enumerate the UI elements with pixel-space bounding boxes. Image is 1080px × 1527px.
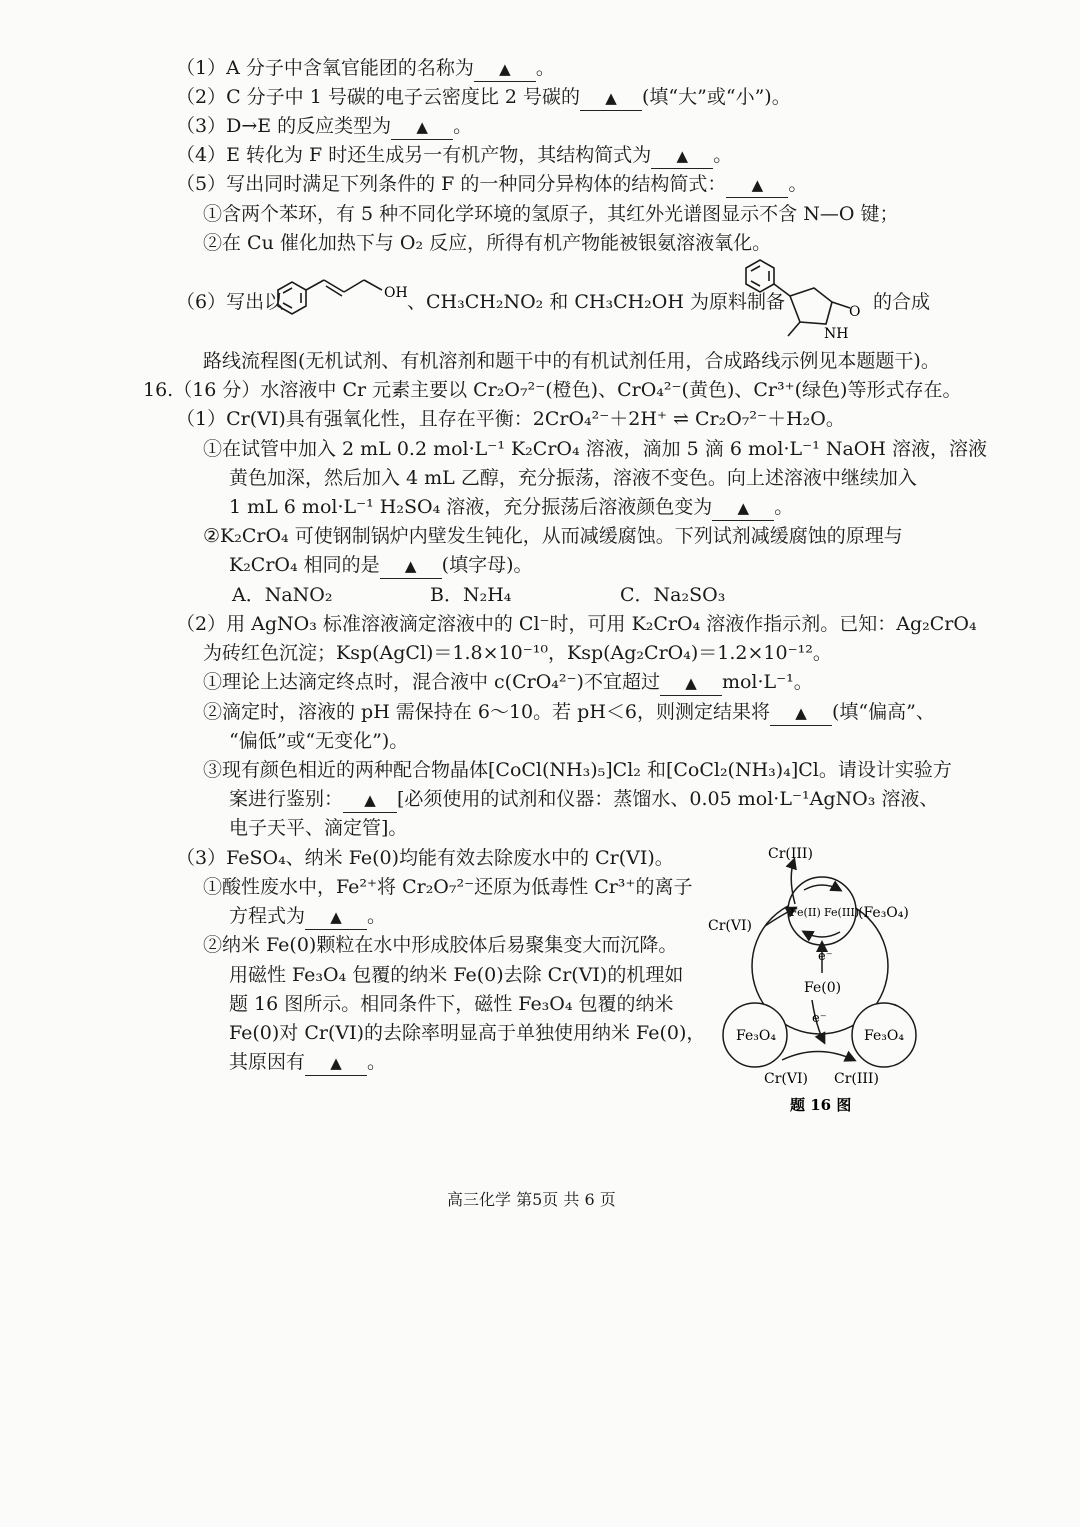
q16-part2c-line2-prefix: 案进行鉴别： (229, 788, 344, 810)
q16-part3b-line2: 用磁性 Fe₃O₄ 包覆的纳米 Fe(0)去除 Cr(VI)的机理如 (229, 964, 684, 986)
answer-triangle-icon: ▲ (416, 118, 428, 136)
figure-electron-label-2: e⁻ (812, 1011, 827, 1026)
carbonyl-bond (832, 302, 850, 308)
answer-triangle-icon: ▲ (795, 704, 807, 722)
q15-part2 (176, 85, 791, 111)
answer-triangle-icon: ▲ (330, 1054, 342, 1072)
q15-part6-line2: 路线流程图(无机试剂、有机溶剂和题干中的有机试剂任用，合成路线示例见本题题干)。 (203, 350, 940, 372)
q16-part3b-line4: Fe(0)对 Cr(VI)的去除率明显高于单独使用纳米 Fe(0)， (229, 1022, 706, 1044)
answer-blank (580, 85, 642, 111)
q15-part3 (176, 114, 472, 140)
chain-double-bond (326, 286, 342, 296)
q16-part3b-line5-text: 其原因有 (229, 1051, 306, 1073)
figure-fe3o4-top-label: (Fe₃O₄) (858, 905, 909, 921)
option-c: C．Na₂SO₃ (620, 584, 726, 606)
q15-part5-text: （5）写出同时满足下列条件的 F 的一种同分异构体的结构简式： (176, 173, 727, 195)
figure-fe3-label: Fe(III) (824, 906, 860, 919)
q16-part2-line1: （2）用 AgNO₃ 标准溶液滴定溶液中的 Cl⁻时，可用 K₂CrO₄ 溶液作指示剂。已知：Ag₂CrO₄ (176, 613, 977, 635)
q15-part5 (176, 172, 807, 198)
cinnamyl-alcohol-bonds (278, 280, 382, 314)
q16-part2c-line2 (229, 787, 938, 813)
option-b: B．N₂H₄ (430, 584, 512, 606)
q16-part1b-line1: ②K₂CrO₄ 可使钢制锅炉内壁发生钝化，从而减缓腐蚀。下列试剂减缓腐蚀的原理与 (203, 525, 903, 547)
answer-blank (651, 143, 713, 169)
lactam-bonds (746, 260, 850, 336)
q15-part4 (176, 143, 732, 169)
q15-part1-end: 。 (535, 57, 555, 79)
oh-label: OH (384, 285, 408, 301)
figure-cr3-bottom-label: Cr(III) (834, 1071, 879, 1087)
page-footer: 高三化学 第5页 共 6 页 (447, 1190, 616, 1209)
answer-blank (380, 553, 442, 579)
q16-part3: （3）FeSO₄、纳米 Fe(0)均能有效去除废水中的 Cr(VI)。 (176, 847, 674, 869)
q16-part1b-line2-text: K₂CrO₄ 相同的是 (229, 554, 380, 576)
q15-part3-text: （3）D→E 的反应类型为 (176, 115, 392, 137)
answer-blank (726, 172, 788, 198)
q16-part2c-line2-text: [必须使用的试剂和仪器：蒸馏水、0.05 mol·L⁻¹AgNO₃ 溶液、 (397, 788, 939, 810)
q16-part2a-text: ①理论上达滴定终点时，混合液中 c(CrO₄²⁻)不宜超过 (203, 671, 660, 693)
q15-part2-end: (填“大”或“小”)。 (642, 86, 791, 108)
q16-part3a-line2-end: 。 (367, 905, 387, 927)
answer-blank (343, 787, 397, 813)
answer-triangle-icon: ▲ (605, 89, 617, 107)
answer-blank (712, 495, 774, 521)
figure-fe0-label: Fe(0) (804, 980, 842, 996)
figure-fe2-label: Fe(II) (790, 906, 821, 919)
figure-fe3o4-left-label: Fe₃O₄ (736, 1028, 776, 1044)
q16-part3b-line3: 题 16 图所示。相同条件下，磁性 Fe₃O₄ 包覆的纳米 (229, 993, 674, 1015)
q15-part6-prefix: （6）写出以 (176, 291, 284, 313)
cr6-to-cr3-arrow (782, 1052, 854, 1061)
cinnamyl-alcohol-structure (268, 262, 418, 332)
chain-bond (344, 280, 364, 292)
carbonyl-o-label: O (849, 304, 861, 320)
q16-part2b-text: ②滴定时，溶液的 pH 需保持在 6～10。若 pH＜6，则测定结果将 (203, 701, 770, 723)
q15-part5-condition2: ②在 Cu 催化加热下与 O₂ 反应，所得有机产物能被银氨溶液氧化。 (203, 232, 772, 254)
q15-part1-text: （1）A 分子中含氧官能团的名称为 (176, 57, 474, 79)
answer-triangle-icon: ▲ (676, 147, 689, 165)
q16-part3a-line2 (229, 904, 386, 930)
figure-caption: 题 16 图 (790, 1096, 852, 1114)
q16-part2a (203, 670, 813, 696)
answer-blank (474, 56, 536, 82)
figure-fe3o4-right-label: Fe₃O₄ (864, 1028, 904, 1044)
q16-part2c-line1: ③现有颜色相近的两种配合物晶体[CoCl(NH₃)₅]Cl₂ 和[CoCl₂(NH₃)₄]Cl。请设计实验方 (203, 759, 952, 781)
q16-part1a-line3-text: 1 mL 6 mol·L⁻¹ H₂SO₄ 溶液，充分振荡后溶液颜色变为 (229, 496, 713, 518)
q16-part1a-line3 (229, 495, 793, 521)
answer-triangle-icon: ▲ (404, 557, 417, 575)
chain-bond (364, 280, 382, 290)
q15-part6-middle: 、CH₃CH₂NO₂ 和 CH₃CH₂OH 为原料制备 (407, 291, 785, 313)
q16-part1b-line2 (229, 553, 533, 579)
q16-part3b-line1: ②纳米 Fe(0)颗粒在水中形成胶体后易聚集变大而沉降。 (203, 934, 678, 956)
answer-triangle-icon: ▲ (364, 791, 376, 809)
figure-electron-label-1: e⁻ (818, 949, 833, 964)
q16-part2b-line1 (203, 700, 935, 726)
q15-part2-text: （2）C 分子中 1 号碳的电子云密度比 2 号碳的 (176, 86, 581, 108)
q16-part2-line2: 为砖红色沉淀；Ksp(AgCl)＝1.8×10⁻¹⁰，Ksp(Ag₂CrO₄)＝1.2×10⁻¹²。 (203, 642, 832, 664)
figure-cr6-bottom-label: Cr(VI) (764, 1071, 808, 1087)
ring-double-bond (283, 303, 292, 308)
ring-double-bond (751, 266, 760, 271)
q16-intro: 16.（16 分）水溶液中 Cr 元素主要以 Cr₂O₇²⁻(橙色)、CrO₄²⁻(黄色)、Cr³⁺(绿色)等形式存在。 (143, 379, 962, 401)
q16-part1a-line2: 黄色加深，然后加入 4 mL 乙醇，充分振荡，溶液不变色。向上述溶液中继续加入 (229, 467, 917, 489)
ring-link-bond (774, 284, 790, 296)
pyrrolidinone-ring (790, 288, 832, 324)
ring-double-bond (751, 281, 760, 286)
q16-part1a-line1: ①在试管中加入 2 mL 0.2 mol·L⁻¹ K₂CrO₄ 溶液，滴加 5 滴 6 mol·L⁻¹ NaOH 溶液，溶液 (203, 438, 987, 460)
q15-part5-condition1: ①含两个苯环，有 5 种不同化学环境的氢原子，其红外光谱图显示不含 N—O 键； (203, 203, 899, 225)
q16-part2b-line2: “偏低”或“无变化”)。 (229, 730, 409, 752)
figure-cr3-top-label: Cr(III) (768, 846, 813, 862)
chain-bond (306, 280, 324, 290)
ring-double-bond (283, 288, 292, 293)
q16-part2a-end: mol·L⁻¹。 (721, 671, 813, 693)
q16-part1a-line3-end: 。 (774, 496, 794, 518)
q15-part1 (176, 56, 555, 82)
figure-16-mechanism (700, 838, 930, 1118)
methyl-bond (788, 322, 800, 336)
q16-part2b-end: (填“偏高”、 (831, 701, 935, 723)
q15-part6-end: 的合成 (873, 291, 931, 313)
answer-blank (391, 114, 453, 140)
option-a: A．NaNO₂ (232, 584, 333, 606)
q16-part3b-line5 (229, 1050, 386, 1076)
answer-blank (305, 1050, 367, 1076)
answer-blank (305, 904, 367, 930)
q15-part4-end: 。 (713, 144, 733, 166)
q15-part4-text: （4）E 转化为 F 时还生成另一有机产物，其结构简式为 (176, 144, 652, 166)
nh-label: NH (824, 326, 849, 342)
answer-triangle-icon: ▲ (737, 499, 750, 517)
answer-triangle-icon: ▲ (499, 60, 511, 78)
q15-part5-end: 。 (788, 173, 808, 195)
answer-triangle-icon: ▲ (330, 908, 342, 926)
answer-triangle-icon: ▲ (751, 176, 764, 194)
answer-blank (770, 700, 832, 726)
figure-cr6-left-label: Cr(VI) (708, 918, 752, 934)
answer-triangle-icon: ▲ (685, 674, 697, 692)
q16-part3b-line5-end: 。 (367, 1051, 387, 1073)
target-lactam-structure (740, 250, 880, 345)
q16-part2c-line3: 电子天平、滴定管]。 (229, 817, 408, 839)
q16-part1b-line2-end: (填字母)。 (441, 554, 533, 576)
q15-part3-end: 。 (453, 115, 473, 137)
q16-part3a-line1: ①酸性废水中，Fe²⁺将 Cr₂O₇²⁻还原为低毒性 Cr³⁺的离子 (203, 876, 693, 898)
q16-part3a-line2-text: 方程式为 (229, 905, 306, 927)
q16-part1: （1）Cr(VI)具有强氧化性，且存在平衡：2CrO₄²⁻＋2H⁺ ⇌ Cr₂O₇²⁻＋H₂O。 (176, 408, 845, 430)
answer-blank (660, 670, 722, 696)
